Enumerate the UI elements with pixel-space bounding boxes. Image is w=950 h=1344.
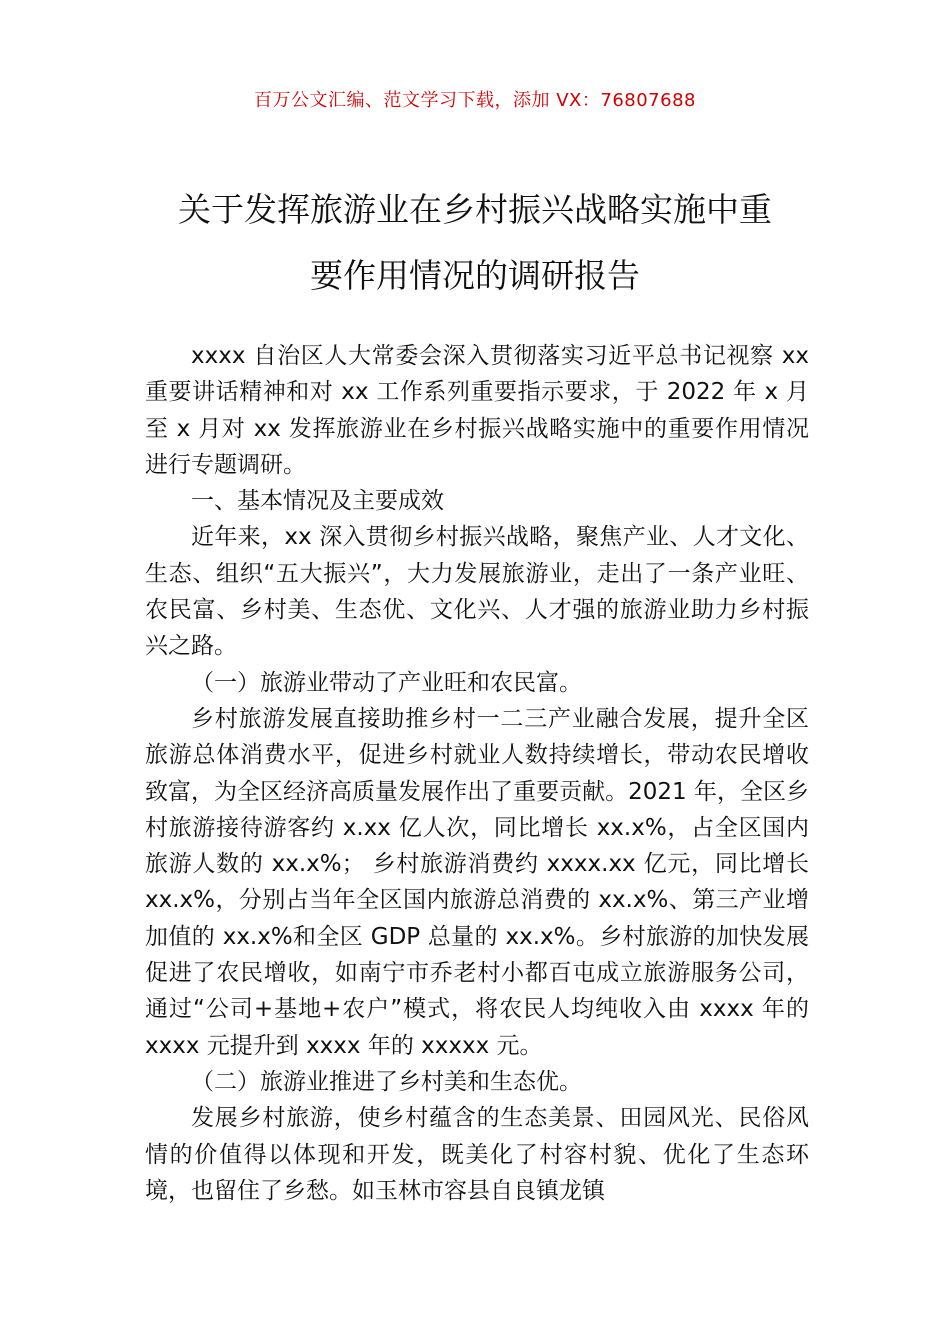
subsection-1-heading: （一）旅游业带动了产业旺和农民富。 [191,669,582,696]
document-title-line-2: 要作用情况的调研报告 [310,256,640,295]
document-body [145,338,809,1209]
subsection-1-paragraph: 乡村旅游发展直接助推乡村一二三产业融合发展，提升全区旅游总体消费水平，促进乡村就业人数持续增长，带动农民增收致富，为全区经济高质量发展作出了重要贡献。2021 年，全区乡村旅游接待游客约 x.xx 亿人次，同比增长 xx.x%，占全区国内旅游人数的 xx.x%； 乡村旅游消费约 xxxx.xx 亿元，同比增长 xx.x%，分别占当年全区国内旅游总消费的 xx.x%、第三产业增加值的 xx.x%和全区 GDP 总量的 xx.x%。乡村旅游的加快发展促进了农民增收，如南宁市乔老村小都百屯成立旅游服务公司，通过“公司+基地+农户”模式，将农民人均纯收入由 xxxx 年的 xxxx 元提升到 xxxx 年的 xxxxx 元。 [145,705,809,1059]
section-1-heading: 一、基本情况及主要成效 [191,488,444,515]
document-title-line-1: 关于发挥旅游业在乡村振兴战略实施中重 [178,190,772,229]
watermark-banner: 百万公文汇编、范文学习下载，添加 VX：76807688 [254,90,696,111]
section-1-paragraph: 近年来，xx 深入贯彻乡村振兴战略，聚焦产业、人才文化、生态、组织“五大振兴”，大力发展旅游业，走出了一条产业旺、农民富、乡村美、生态优、文化兴、人才强的旅游业助力乡村振兴之路。 [145,524,809,660]
intro-paragraph: xxxx 自治区人大常委会深入贯彻落实习近平总书记视察 xx 重要讲话精神和对 xx 工作系列重要指示要求，于 2022 年 x 月至 x 月对 xx 发挥旅游业在乡村振兴战略实施中的重要作用情况进行专题调研。 [145,343,809,478]
subsection-2-heading: （二）旅游业推进了乡村美和生态优。 [191,1068,582,1095]
subsection-2-paragraph: 发展乡村旅游，使乡村蕴含的生态美景、田园风光、民俗风情的价值得以体现和开发，既美化了村容村貌、优化了生态环境，也留住了乡愁。如玉林市容县自良镇龙镇 [145,1105,809,1204]
